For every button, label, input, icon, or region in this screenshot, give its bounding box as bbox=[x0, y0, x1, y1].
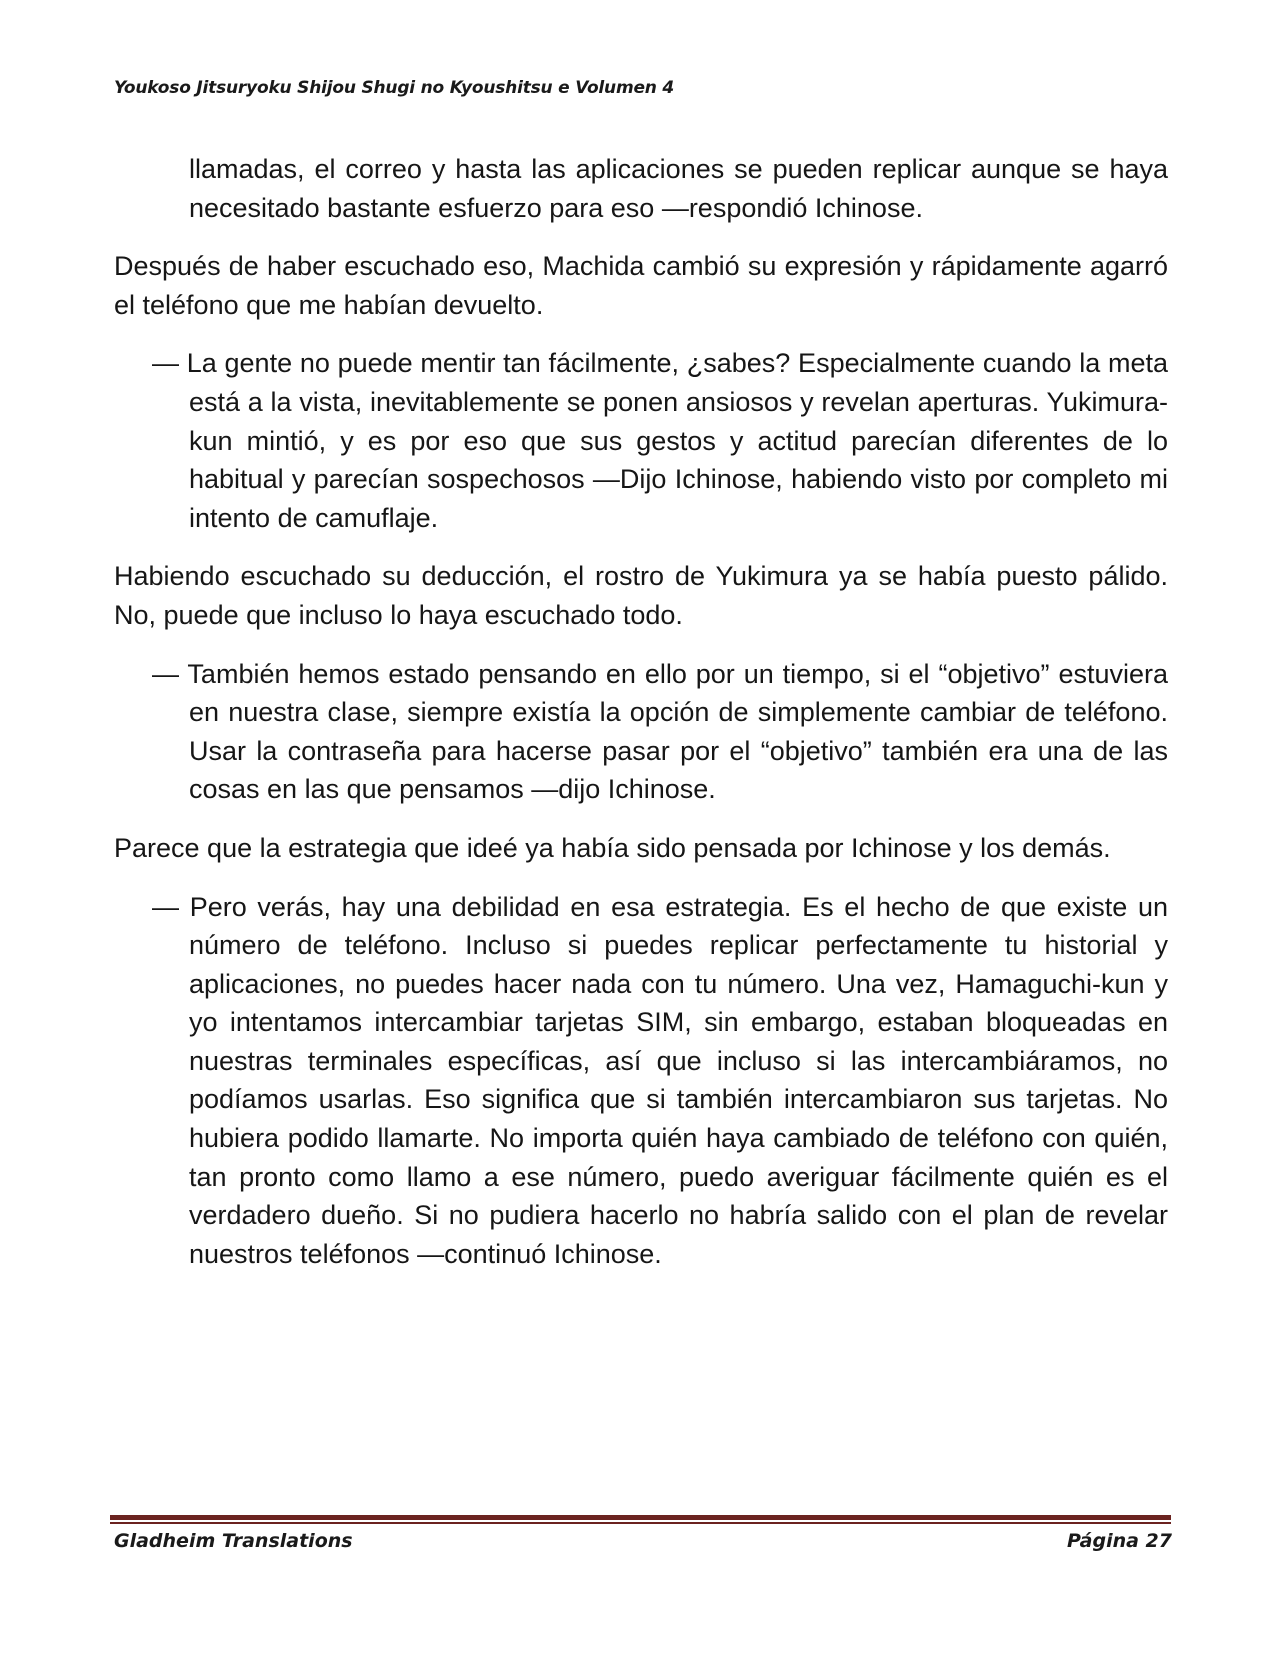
paragraph-dialogue: — Pero verás, hay una debilidad en esa estrategia. Es el hecho de que existe un número de teléfono. Incluso si puedes replicar perfectamente tu historial y aplicaciones, no puedes hacer nada con tu número. Una vez, Hamaguchi-kun y yo intentamos intercambiar tarjetas SIM, sin embargo, estaban bloqueadas en nuestras terminales específicas, así que incluso si las intercambiáramos, no podíamos usarlas. Eso significa que si también intercambiaron sus tarjetas. No hubiera podido llamarte. No importa quién haya cambiado de teléfono con quién, tan pronto como llamo a ese número, puedo averiguar fácilmente quién es el verdadero dueño. Si no pudiera hacerlo no habría salido con el plan de revelar nuestros teléfonos —continuó Ichinose. bbox=[152, 891, 1168, 1269]
paragraph-dialogue: — También hemos estado pensando en ello por un tiempo, si el “objetivo” estuviera en nuestra clase, siempre existía la opción de simplemente cambiar de teléfono. Usar la contraseña para hacerse pasar por el “objetivo” también era una de las cosas en las que pensamos —dijo Ichinose. bbox=[152, 658, 1168, 805]
footer-divider-thick bbox=[110, 1515, 1171, 1520]
body-text bbox=[114, 150, 1168, 1293]
footer-translator-credit: Gladheim Translations bbox=[114, 1530, 353, 1552]
footer-divider bbox=[110, 1515, 1171, 1524]
footer-divider-thin bbox=[110, 1522, 1171, 1524]
paragraph-dialogue: — La gente no puede mentir tan fácilmente, ¿sabes? Especialmente cuando la meta está a la vista, inevitablemente se ponen ansiosos y revelan aperturas. Yukimura-kun mintió, y es por eso que sus gestos y actitud parecían diferentes de lo habitual y parecían sospechosos —Dijo Ichinose, habiendo visto por completo mi intento de camuflaje. bbox=[152, 348, 1168, 533]
paragraph-continuation: llamadas, el correo y hasta las aplicaciones se pueden replicar aunque se haya necesitado bastante esfuerzo para eso —respondió Ichinose. bbox=[189, 154, 1168, 223]
paragraph-narration: Parece que la estrategia que ideé ya había sido pensada por Ichinose y los demás. bbox=[114, 832, 1111, 863]
page-header-title: Youkoso Jitsuryoku Shijou Shugi no Kyoushitsu e Volumen 4 bbox=[114, 78, 675, 98]
footer-page-number: Página 27 bbox=[1066, 1530, 1172, 1552]
paragraph-narration: Después de haber escuchado eso, Machida cambió su expresión y rápidamente agarró el teléfono que me habían devuelto. bbox=[114, 251, 1168, 320]
paragraph-narration: Habiendo escuchado su deducción, el rostro de Yukimura ya se había puesto pálido. No, puede que incluso lo haya escuchado todo. bbox=[114, 561, 1168, 630]
